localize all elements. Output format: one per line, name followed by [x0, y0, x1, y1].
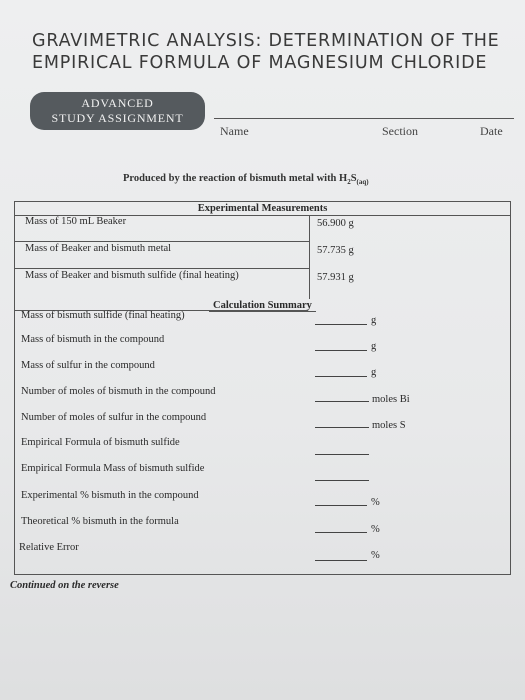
- calculation-label: Experimental % bismuth in the compound: [21, 490, 199, 501]
- calculation-label: Relative Error: [19, 542, 79, 553]
- continued-note: Continued on the reverse: [10, 580, 119, 591]
- title-line-2: EMPIRICAL FORMULA OF MAGNESIUM CHLORIDE: [32, 53, 488, 73]
- answer-blank[interactable]: [315, 505, 367, 506]
- calculation-label: Number of moles of sulfur in the compound: [21, 412, 207, 423]
- answer-unit: %: [371, 524, 380, 535]
- name-label: Name: [220, 124, 249, 138]
- date-label: Date: [480, 124, 503, 138]
- subtitle-text: Produced by the reaction of bismuth metal with H: [123, 173, 348, 184]
- answer-unit: moles S: [372, 420, 406, 431]
- calculation-label: Mass of bismuth in the compound: [21, 334, 165, 345]
- assignment-subtitle: [123, 173, 369, 186]
- section-label: Section: [382, 124, 418, 138]
- answer-blank[interactable]: [315, 454, 369, 455]
- badge-line-1: ADVANCED: [81, 96, 154, 110]
- answer-unit: g: [371, 315, 377, 326]
- answer-blank[interactable]: [315, 427, 369, 428]
- answer-unit: moles Bi: [372, 394, 410, 405]
- answer-blank[interactable]: [315, 324, 367, 325]
- answer-blank[interactable]: [315, 401, 369, 402]
- calculation-label: Theoretical % bismuth in the formula: [21, 516, 179, 527]
- assignment-badge: [30, 92, 205, 130]
- experimental-label: Mass of 150 mL Beaker: [25, 216, 127, 227]
- badge-line-2: STUDY ASSIGNMENT: [51, 111, 184, 125]
- experimental-value: 57.931 g: [317, 272, 354, 283]
- worksheet-title: [32, 30, 512, 74]
- experimental-value: 57.735 g: [317, 245, 354, 256]
- subtitle-sub-aq: (aq): [356, 178, 369, 187]
- answer-blank[interactable]: [315, 560, 367, 561]
- answer-blank[interactable]: [315, 350, 367, 351]
- calculation-label: Number of moles of bismuth in the compound: [21, 386, 216, 397]
- answer-unit: g: [371, 367, 377, 378]
- experimental-label: Mass of Beaker and bismuth sulfide (final heating): [25, 270, 239, 281]
- answer-unit: %: [371, 550, 380, 561]
- answer-blank[interactable]: [315, 376, 367, 377]
- data-table: [14, 201, 511, 575]
- calculation-label: Mass of bismuth sulfide (final heating): [21, 310, 185, 321]
- calculation-title: Calculation Summary: [209, 300, 316, 312]
- name-section-date-line: [214, 118, 514, 119]
- answer-unit: %: [371, 497, 380, 508]
- answer-unit: g: [371, 341, 377, 352]
- subtitle-sub-2: 2: [347, 178, 351, 187]
- answer-blank[interactable]: [315, 532, 367, 533]
- experimental-header: Experimental Measurements: [15, 202, 510, 216]
- row-divider: [15, 241, 309, 242]
- row-divider: [15, 268, 309, 269]
- calculation-label: Empirical Formula of bismuth sulfide: [21, 437, 180, 448]
- subtitle-s: S: [350, 173, 357, 184]
- experimental-label: Mass of Beaker and bismuth metal: [25, 243, 172, 254]
- answer-blank[interactable]: [315, 480, 369, 481]
- experimental-column-divider: [309, 215, 310, 299]
- experimental-value: 56.900 g: [317, 218, 354, 229]
- title-line-1: GRAVIMETRIC ANALYSIS: DETERMINATION OF THE: [32, 31, 500, 51]
- calculation-label: Empirical Formula Mass of bismuth sulfide: [21, 463, 205, 474]
- calculation-label: Mass of sulfur in the compound: [21, 360, 155, 371]
